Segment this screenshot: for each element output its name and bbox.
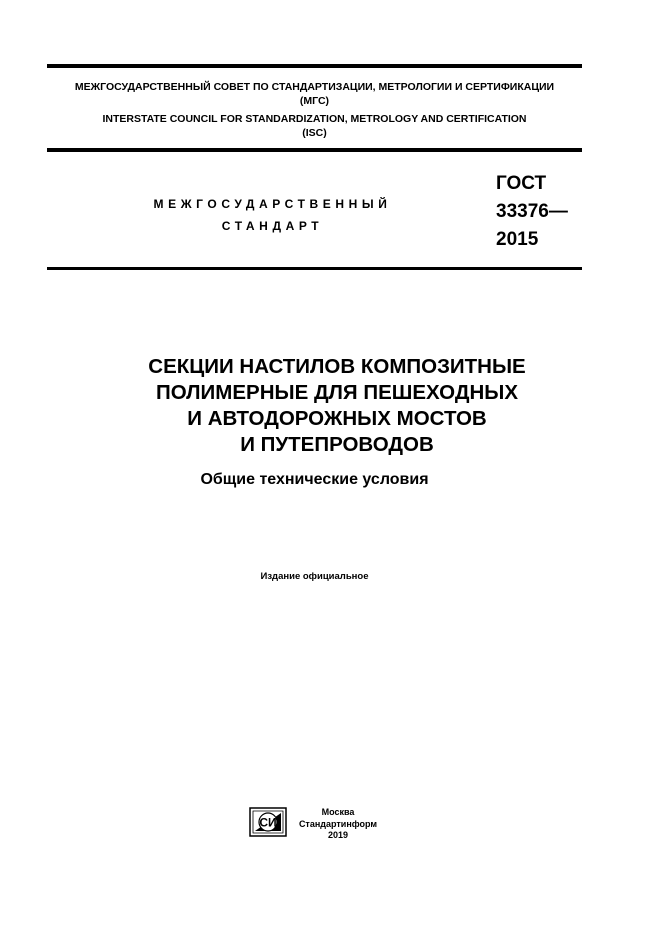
- title-line3: И АВТОДОРОЖНЫХ МОСТОВ: [187, 407, 487, 430]
- council-name-english: [47, 112, 582, 140]
- designation-prefix: ГОСТ: [496, 173, 547, 194]
- standard-designation: [496, 170, 568, 254]
- imprint-year: 2019: [327, 830, 349, 840]
- council-name-en-line: INTERSTATE COUNCIL FOR STANDARDIZATION, METROLOGY AND CERTIFICATION: [102, 113, 527, 125]
- standard-kind-line1: МЕЖГОСУДАРСТВЕННЫЙ: [153, 197, 392, 211]
- designation-year: 2015: [496, 229, 539, 250]
- document-title: [47, 354, 627, 458]
- title-line2: ПОЛИМЕРНЫЕ ДЛЯ ПЕШЕХОДНЫХ: [155, 381, 519, 404]
- council-abbr-ru: (МГС): [299, 95, 330, 107]
- standard-kind: [140, 193, 405, 237]
- standard-kind-line2: СТАНДАРТ: [221, 219, 324, 233]
- imprint: [290, 807, 386, 842]
- top-rule: [47, 64, 582, 68]
- title-line4: И ПУТЕПРОВОДОВ: [240, 433, 434, 456]
- council-name-russian: [47, 80, 582, 108]
- council-name-ru-line: МЕЖГОСУДАРСТВЕННЫЙ СОВЕТ ПО СТАНДАРТИЗАЦИИ, МЕТРОЛОГИИ И СЕРТИФИКАЦИИ: [74, 81, 555, 93]
- middle-rule: [47, 148, 582, 152]
- council-abbr-en: (ISC): [302, 127, 327, 139]
- designation-number: 33376—: [496, 201, 568, 222]
- standartinform-logo-icon: [249, 807, 287, 837]
- bottom-rule: [47, 267, 582, 270]
- logo-text: СИ: [259, 815, 277, 830]
- document-subtitle: Общие технические условия: [200, 471, 429, 488]
- imprint-publisher: Стандартинформ: [298, 818, 378, 829]
- title-line1: СЕКЦИИ НАСТИЛОВ КОМПОЗИТНЫЕ: [148, 355, 526, 378]
- edition-note: Издание официальное: [260, 571, 369, 582]
- imprint-city: Москва: [321, 807, 355, 817]
